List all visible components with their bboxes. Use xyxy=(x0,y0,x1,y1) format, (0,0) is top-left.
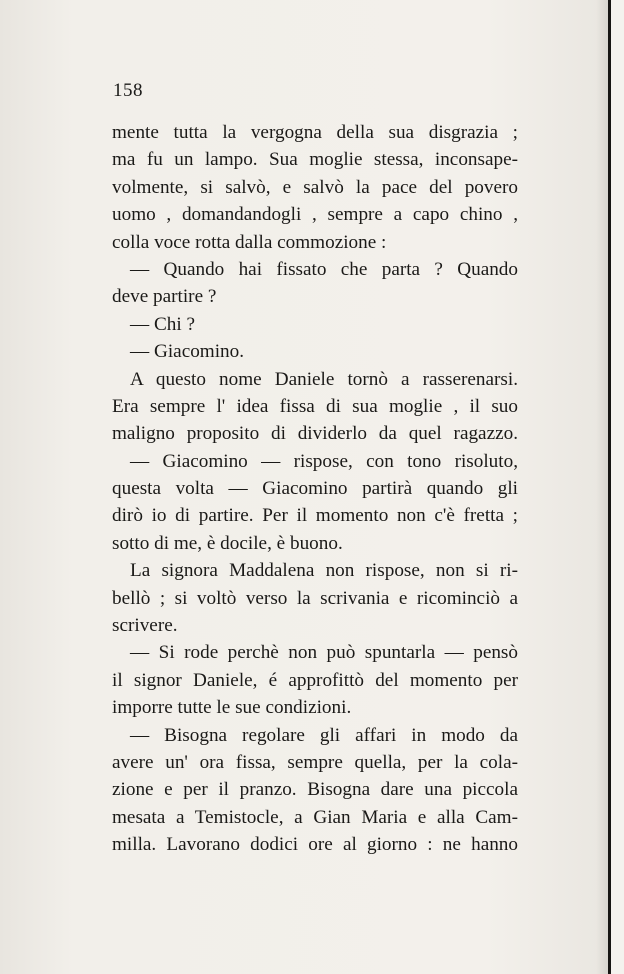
text-line: deve partire ? xyxy=(112,286,217,308)
page-number: 158 xyxy=(113,80,143,101)
text-line: mesata a Temistocle, a Gian Maria e alla Cam- xyxy=(112,806,518,828)
text-line: mente tutta la vergogna della sua disgrazia ; xyxy=(112,122,518,143)
text-line: — Quando hai fissato che parta ? Quando xyxy=(130,258,518,280)
text-line: A questo nome Daniele tornò a rasserenarsi. xyxy=(130,368,518,390)
text-line: uomo , domandandogli , sempre a capo chino , xyxy=(112,204,518,226)
text-line: ma fu un lampo. Sua moglie stessa, inconsape- xyxy=(112,149,518,171)
next-page-edge xyxy=(611,0,624,974)
text-line: maligno proposito di dividerlo da quel ragazzo. xyxy=(112,423,518,445)
text-line: zione e per il pranzo. Bisogna dare una piccola xyxy=(112,779,518,801)
text-line: il signor Daniele, é approfittò del momento per xyxy=(112,669,518,691)
text-line: dirò io di partire. Per il momento non c'è fretta ; xyxy=(112,505,518,527)
text-line: scrivere. xyxy=(112,615,178,637)
text-line: questa volta — Giacomino partirà quando gli xyxy=(112,478,518,500)
page-gutter-shadow xyxy=(596,0,608,974)
text-line: bellò ; si voltò verso la scrivania e ricominciò a xyxy=(112,587,518,609)
text-line: avere un' ora fissa, sempre quella, per la cola- xyxy=(112,751,518,773)
text-line: sotto di me, è docile, è buono. xyxy=(112,532,343,554)
page-text xyxy=(112,119,518,859)
text-line: imporre tutte le sue condizioni. xyxy=(112,697,352,719)
text-line: — Giacomino — rispose, con tono risoluto, xyxy=(130,450,518,472)
text-line: La signora Maddalena non rispose, non si ri- xyxy=(130,560,518,582)
text-line: — Giacomino. xyxy=(130,341,245,363)
text-line: colla voce rotta dalla commozione : xyxy=(112,231,387,253)
text-line: milla. Lavorano dodici ore al giorno : ne hanno xyxy=(112,834,518,856)
text-line: Era sempre l' idea fissa di sua moglie , il suo xyxy=(112,395,518,417)
text-line: — Chi ? xyxy=(130,313,196,335)
text-line: — Bisogna regolare gli affari in modo da xyxy=(130,724,518,746)
text-line: — Si rode perchè non può spuntarla — pensò xyxy=(130,642,518,664)
text-line: volmente, si salvò, e salvò la pace del povero xyxy=(112,176,518,198)
